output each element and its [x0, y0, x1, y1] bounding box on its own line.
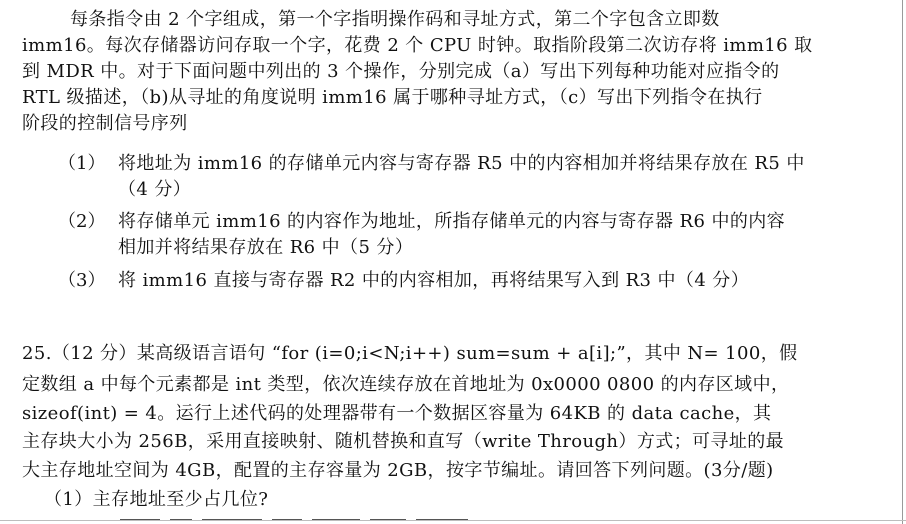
q25-line-2: 定数组 a 中每个元素都是 int 类型，依次连续存放在首地址为 0x0000 0800 的内存区域中，	[22, 374, 790, 395]
q25-line-4: 主存块大小为 256B，采用直接映射、随机替换和直写（write Through）方式；可寻址的最	[22, 431, 785, 452]
q25-line-3: sizeof(int) = 4。运行上述代码的处理器带有一个数据区容量为 64KB 的 data cache，其	[22, 403, 772, 424]
page-right-border	[902, 0, 903, 524]
q24-intro-line-4: RTL 级描述，（b)从寻址的角度说明 imm16 属于哪种寻址方式，（c）写出下列指令在执行	[22, 87, 763, 108]
q25-line-1: 25.（12 分）某高级语言语句 “for (i=0;i<N;i++) sum=sum + a[i];”，其中 N= 100，假	[22, 343, 798, 364]
q24-item-3-number: （3）	[58, 270, 106, 291]
q24-item-2-line-1: 将存储单元 imm16 的内容作为地址，所指存储单元的内容与寄存器 R6 中的内容	[118, 211, 786, 232]
q25-sub-question-1: （1）主存地址至少占几位?	[44, 489, 269, 510]
page-bottom-border	[0, 520, 906, 521]
q24-intro-line-1: 每条指令由 2 个字组成，第一个字指明操作码和寻址方式，第二个字包含立即数	[70, 9, 720, 30]
q24-item-1-line-1: 将地址为 imm16 的存储单元内容与寄存器 R5 中的内容相加并将结果存放在 R5 中	[118, 153, 805, 174]
q25-line-5: 大主存地址空间为 4GB，配置的主存容量为 2GB，按字节编址。请回答下列问题。(3分/题)	[22, 460, 774, 481]
cutoff-text-fragment	[120, 516, 540, 522]
q24-item-1-number: （1）	[58, 153, 106, 174]
q24-intro-line-5: 阶段的控制信号序列	[22, 113, 188, 134]
q24-item-2-line-2: 相加并将结果存放在 R6 中（5 分）	[118, 237, 414, 258]
q24-item-2-number: （2）	[58, 211, 106, 232]
q24-intro-line-3: 到 MDR 中。对于下面问题中列出的 3 个操作，分别完成（a）写出下列每种功能对应指令的	[22, 61, 780, 82]
q24-item-3-line-1: 将 imm16 直接与寄存器 R2 中的内容相加，再将结果写入到 R3 中（4 分）	[118, 270, 750, 291]
q24-item-1-line-2: （4 分）	[118, 179, 192, 200]
q24-intro-line-2: imm16。每次存储器访问存取一个字，花费 2 个 CPU 时钟。取指阶段第二次访存将 imm16 取	[22, 35, 813, 56]
